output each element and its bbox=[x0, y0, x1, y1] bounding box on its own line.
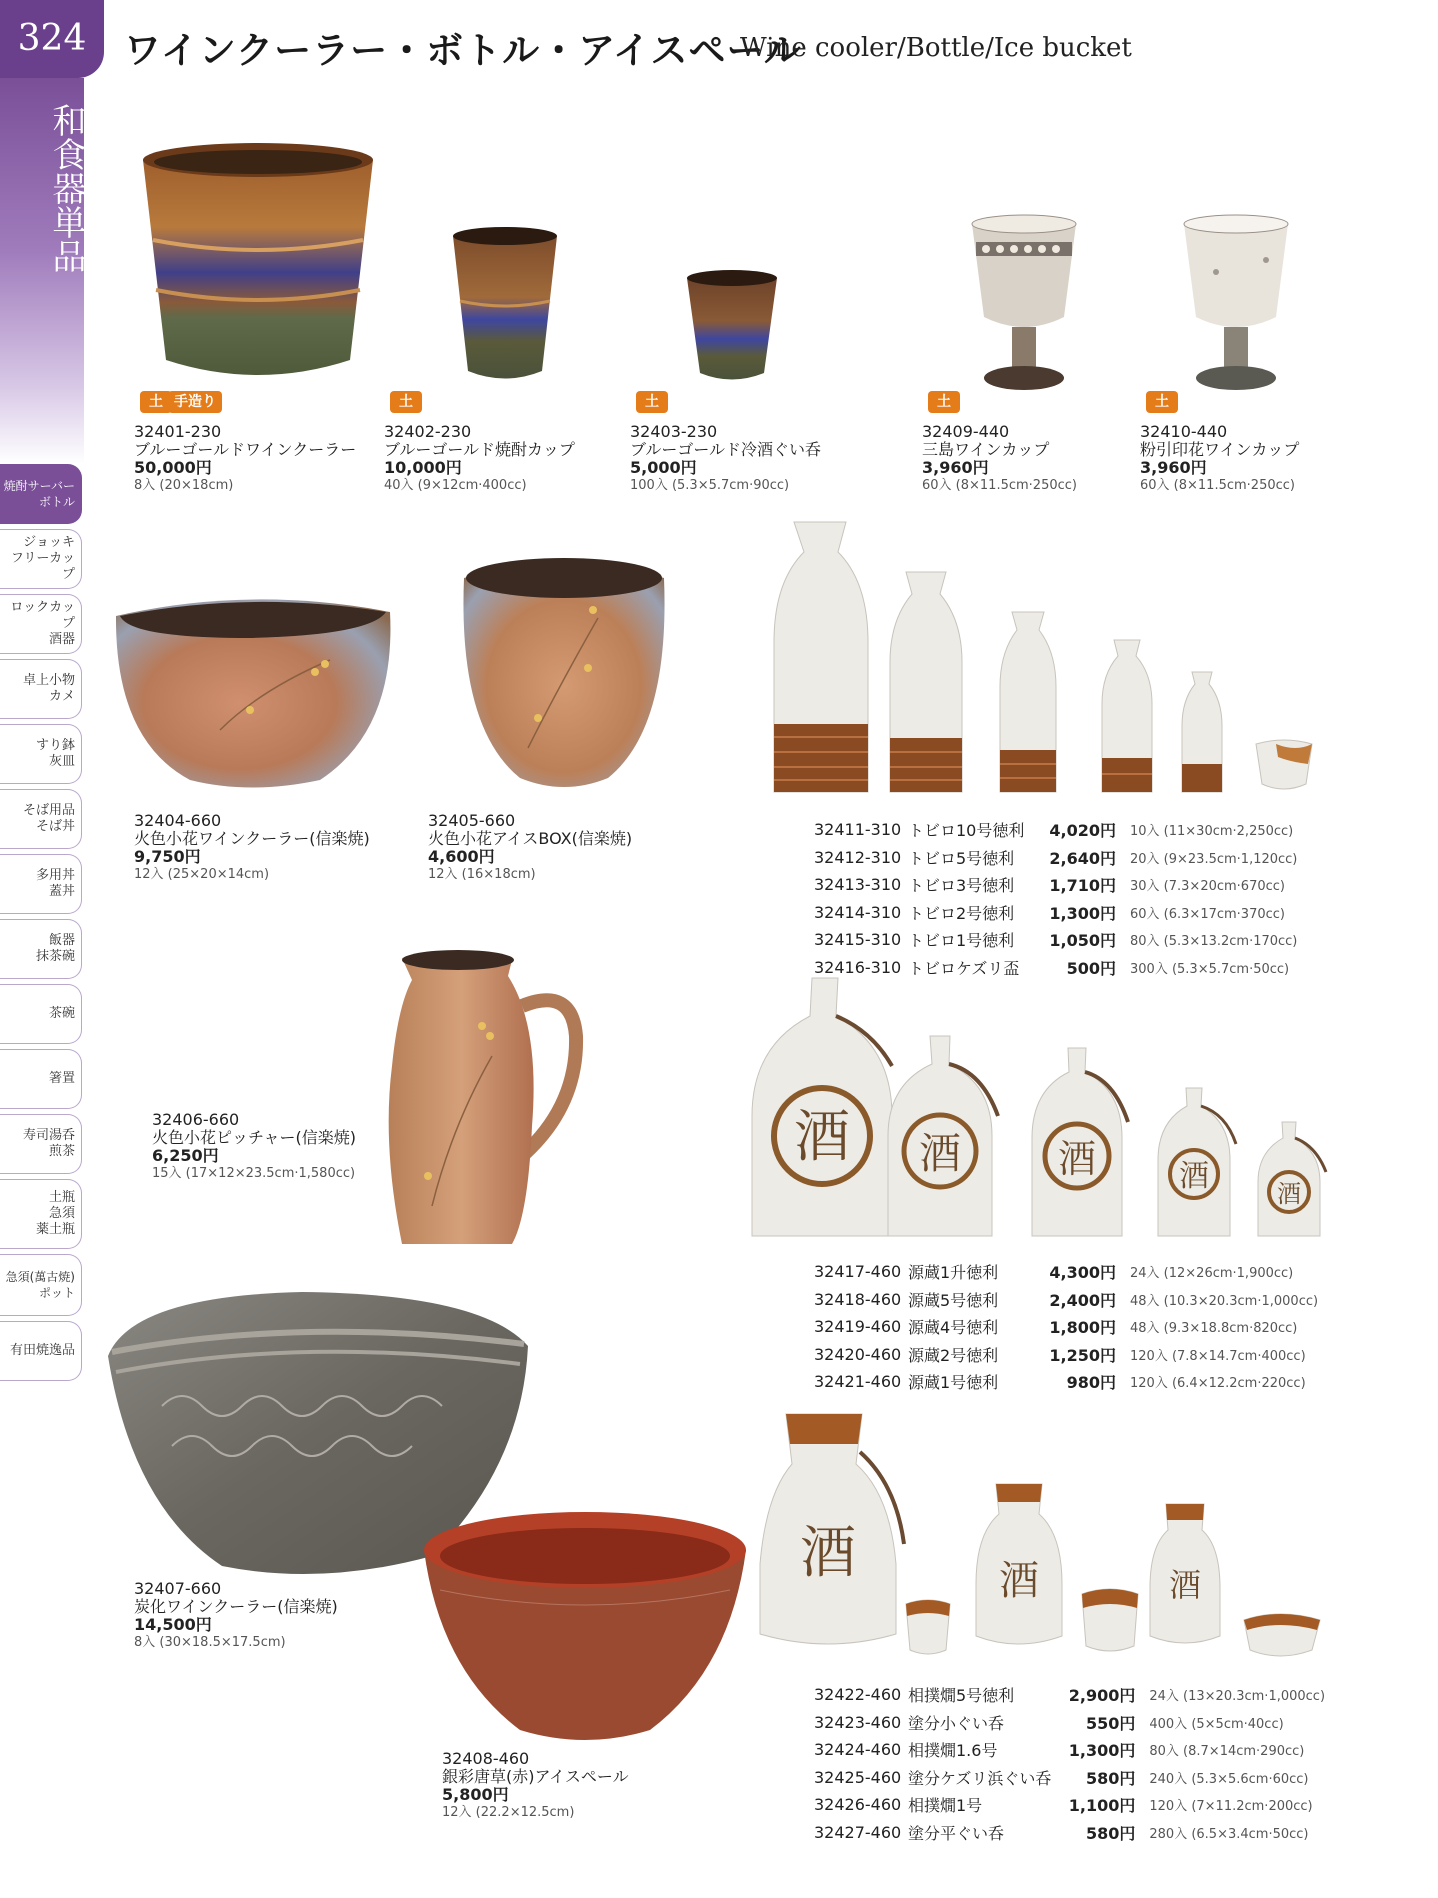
product-info bbox=[384, 423, 575, 495]
table-row bbox=[814, 1681, 1325, 1709]
product-name: 三島ワインカップ bbox=[922, 440, 1050, 459]
page-subtitle: Wine cooler/Bottle/Ice bucket bbox=[740, 33, 1132, 63]
sidebar-tab-kyusu[interactable] bbox=[0, 1254, 82, 1316]
guinomi-blue-gold-image bbox=[684, 268, 780, 388]
item-price: 2,640円 bbox=[1049, 848, 1116, 868]
tobiro-price-table bbox=[814, 816, 1297, 981]
earth-badge: 土 bbox=[636, 391, 668, 413]
item-name: トビロ5号徳利 bbox=[908, 848, 1015, 868]
item-name: トビロ10号徳利 bbox=[908, 821, 1025, 841]
sidebar-tab-label: 多用丼 蓋丼 bbox=[35, 868, 75, 899]
product-code: 32404-660 bbox=[134, 811, 222, 830]
product-name: ブルーゴールド焼酎カップ bbox=[384, 440, 575, 459]
product-name: 火色小花アイスBOX(信楽焼) bbox=[428, 829, 633, 848]
product-spec: 12入 (16×18cm) bbox=[428, 867, 536, 882]
item-code: 32412-310 bbox=[814, 847, 902, 867]
item-spec: 120入 (6.4×12.2cm·220cc) bbox=[1130, 1376, 1306, 1392]
sake-glyph: 酒 bbox=[1179, 1159, 1209, 1194]
item-spec: 80入 (5.3×13.2cm·170cc) bbox=[1130, 934, 1298, 950]
sidebar-tab-label: 焼酎サーバー ボトル bbox=[3, 479, 75, 509]
sidebar-tab-label: 飯器 抹茶碗 bbox=[35, 933, 75, 964]
item-price: 1,100円 bbox=[1068, 1796, 1136, 1816]
product-price: 14,500円 bbox=[134, 1615, 212, 1634]
product-price: 5,800円 bbox=[442, 1785, 509, 1804]
mishima-wine-cup-image bbox=[964, 212, 1084, 398]
item-code: 32414-310 bbox=[814, 902, 902, 922]
product-info bbox=[630, 423, 821, 495]
sidebar-tab-label: 有田焼逸品 bbox=[9, 1343, 75, 1358]
sidebar-tab-label: そば用品 そば丼 bbox=[22, 803, 75, 834]
tobiro-tokkuri-set-image bbox=[756, 512, 1316, 802]
table-row bbox=[814, 1313, 1318, 1341]
product-price: 3,960円 bbox=[922, 458, 989, 477]
genzo-price-table bbox=[814, 1258, 1318, 1396]
table-row bbox=[814, 1819, 1325, 1847]
item-name: 源蔵4号徳利 bbox=[908, 1318, 999, 1338]
item-name: 相撲燗1.6号 bbox=[908, 1741, 998, 1761]
product-name: 火色小花ピッチャー(信楽焼) bbox=[152, 1128, 357, 1147]
sake-glyph: 酒 bbox=[999, 1558, 1039, 1604]
item-spec: 24入 (12×26cm·1,900cc) bbox=[1130, 1266, 1294, 1282]
sidebar-tab-rock-cup[interactable] bbox=[0, 594, 82, 654]
sidebar-tab-table-items[interactable] bbox=[0, 659, 82, 719]
sidebar-tab-label: ロックカップ 酒器 bbox=[10, 600, 75, 647]
sidebar-tab-label: 茶碗 bbox=[48, 1006, 75, 1021]
wine-cooler-blue-gold-image bbox=[138, 140, 378, 390]
sumo-kan-price-table bbox=[814, 1681, 1325, 1846]
table-row bbox=[814, 1286, 1318, 1314]
earth-badge: 土 bbox=[928, 391, 960, 413]
item-code: 32411-310 bbox=[814, 820, 902, 840]
hiiro-wine-cooler-image bbox=[110, 580, 396, 792]
item-price: 580円 bbox=[1085, 1823, 1136, 1843]
product-spec: 100入 (5.3×5.7cm·90cc) bbox=[630, 478, 790, 493]
item-name: 塗分小ぐい呑 bbox=[908, 1713, 1005, 1733]
sidebar-tab-label: ジョッキ フリーカップ bbox=[10, 535, 75, 582]
product-spec: 60入 (8×11.5cm·250cc) bbox=[1140, 478, 1295, 493]
item-price: 580円 bbox=[1085, 1768, 1136, 1788]
item-spec: 120入 (7×11.2cm·200cc) bbox=[1149, 1799, 1313, 1815]
sidebar-tab-shochu-server[interactable] bbox=[0, 464, 82, 524]
item-spec: 240入 (5.3×5.6cm·60cc) bbox=[1149, 1771, 1309, 1787]
item-name: 源蔵5号徳利 bbox=[908, 1290, 999, 1310]
item-name: 源蔵1升徳利 bbox=[908, 1263, 999, 1283]
table-row bbox=[814, 1709, 1325, 1737]
item-price: 1,050円 bbox=[1049, 931, 1116, 951]
sake-glyph: 酒 bbox=[1168, 1566, 1202, 1604]
item-name: 源蔵2号徳利 bbox=[908, 1345, 999, 1365]
item-name: 塗分平ぐい呑 bbox=[908, 1823, 1005, 1843]
item-price: 980円 bbox=[1066, 1373, 1116, 1393]
item-spec: 48入 (9.3×18.8cm·820cc) bbox=[1130, 1321, 1298, 1337]
item-price: 2,900円 bbox=[1068, 1686, 1136, 1706]
sidebar-tab-chawan[interactable] bbox=[0, 984, 82, 1044]
product-code: 32402-230 bbox=[384, 422, 472, 441]
table-row bbox=[814, 1736, 1325, 1764]
item-name: トビロ3号徳利 bbox=[908, 876, 1015, 896]
item-code: 32413-310 bbox=[814, 875, 902, 895]
table-row bbox=[814, 926, 1297, 954]
item-code: 32416-310 bbox=[814, 957, 902, 977]
product-info bbox=[134, 423, 356, 495]
product-spec: 12入 (25×20×14cm) bbox=[134, 867, 270, 882]
item-code: 32422-460 bbox=[814, 1685, 902, 1705]
product-info bbox=[428, 812, 632, 884]
sidebar-tab-soba[interactable] bbox=[0, 789, 82, 849]
product-name: 銀彩唐草(赤)アイスペール bbox=[442, 1767, 629, 1786]
product-price: 5,000円 bbox=[630, 458, 697, 477]
sidebar-tab-yunomi[interactable] bbox=[0, 1114, 82, 1174]
sidebar-tab-label: 卓上小物 カメ bbox=[22, 673, 75, 704]
handmade-badge: 手造り bbox=[168, 391, 222, 413]
table-row bbox=[814, 871, 1297, 899]
sake-glyph: 酒 bbox=[1057, 1137, 1097, 1181]
item-price: 4,300円 bbox=[1049, 1263, 1116, 1283]
product-info bbox=[134, 812, 370, 884]
product-name: 粉引印花ワインカップ bbox=[1140, 440, 1300, 459]
item-spec: 48入 (10.3×20.3cm·1,000cc) bbox=[1130, 1293, 1319, 1309]
genzo-tokkuri-set-image bbox=[742, 976, 1334, 1246]
product-code: 32407-660 bbox=[134, 1579, 222, 1598]
item-code: 32427-460 bbox=[814, 1822, 902, 1842]
item-code: 32417-460 bbox=[814, 1262, 902, 1282]
item-code: 32423-460 bbox=[814, 1712, 902, 1732]
product-spec: 8入 (20×18cm) bbox=[134, 478, 234, 493]
item-spec: 60入 (6.3×17cm·370cc) bbox=[1130, 906, 1285, 922]
item-code: 32415-310 bbox=[814, 930, 902, 950]
item-name: トビロ2号徳利 bbox=[908, 903, 1015, 923]
sidebar-tab-rice[interactable] bbox=[0, 919, 82, 979]
product-spec: 60入 (8×11.5cm·250cc) bbox=[922, 478, 1077, 493]
table-row bbox=[814, 1791, 1325, 1819]
product-info bbox=[442, 1750, 629, 1822]
item-price: 4,020円 bbox=[1049, 821, 1116, 841]
product-price: 50,000円 bbox=[134, 458, 212, 477]
product-info bbox=[152, 1111, 356, 1183]
product-price: 6,250円 bbox=[152, 1146, 219, 1165]
shochu-cup-blue-gold-image bbox=[450, 226, 560, 386]
product-info bbox=[134, 1580, 338, 1652]
item-code: 32426-460 bbox=[814, 1795, 902, 1815]
item-spec: 300入 (5.3×5.7cm·50cc) bbox=[1130, 961, 1290, 977]
product-name: 火色小花ワインクーラー(信楽焼) bbox=[134, 829, 370, 848]
sidebar-tab-hashioki[interactable] bbox=[0, 1049, 82, 1109]
table-row bbox=[814, 1341, 1318, 1369]
item-spec: 30入 (7.3×20cm·670cc) bbox=[1130, 879, 1285, 895]
item-price: 1,250円 bbox=[1049, 1345, 1116, 1365]
item-name: トビロケズリ盃 bbox=[908, 958, 1020, 978]
earth-badge: 土 bbox=[140, 391, 172, 413]
sidebar-tab-bowls[interactable] bbox=[0, 854, 82, 914]
item-spec: 280入 (6.5×3.4cm·50cc) bbox=[1149, 1826, 1309, 1842]
table-row bbox=[814, 899, 1297, 927]
item-spec: 400入 (5×5cm·40cc) bbox=[1149, 1716, 1284, 1732]
product-info bbox=[1140, 423, 1299, 495]
sake-glyph: 酒 bbox=[918, 1129, 962, 1178]
item-name: 塗分ケズリ浜ぐい呑 bbox=[908, 1768, 1052, 1788]
item-code: 32419-460 bbox=[814, 1317, 902, 1337]
sumo-kan-set-image bbox=[756, 1404, 1328, 1668]
product-price: 4,600円 bbox=[428, 847, 495, 866]
product-code: 32409-440 bbox=[922, 422, 1010, 441]
hiiro-ice-box-image bbox=[458, 548, 670, 792]
product-name: ブルーゴールドワインクーラー bbox=[134, 440, 357, 459]
item-price: 1,300円 bbox=[1068, 1741, 1136, 1761]
sake-glyph: 酒 bbox=[800, 1521, 856, 1586]
product-code: 32410-440 bbox=[1140, 422, 1228, 441]
sidebar-tab-mortar[interactable] bbox=[0, 724, 82, 784]
earth-badge: 土 bbox=[1146, 391, 1178, 413]
item-price: 1,800円 bbox=[1049, 1318, 1116, 1338]
product-info bbox=[922, 423, 1077, 495]
product-code: 32403-230 bbox=[630, 422, 718, 441]
sidebar-tab-label: 寿司湯呑 煎茶 bbox=[22, 1128, 75, 1159]
item-spec: 120入 (7.8×14.7cm·400cc) bbox=[1130, 1348, 1306, 1364]
sidebar-tab-dobin[interactable] bbox=[0, 1179, 82, 1249]
item-code: 32425-460 bbox=[814, 1767, 902, 1787]
category-title: 和食器単品 bbox=[46, 103, 86, 273]
table-row bbox=[814, 1258, 1318, 1286]
table-row bbox=[814, 816, 1297, 844]
product-code: 32408-460 bbox=[442, 1749, 530, 1768]
hiiro-pitcher-image bbox=[372, 946, 584, 1248]
product-spec: 8入 (30×18.5×17.5cm) bbox=[134, 1635, 286, 1650]
sidebar-tab-label: すり鉢 灰皿 bbox=[35, 738, 75, 769]
item-name: 相撲燗5号徳利 bbox=[908, 1686, 1015, 1706]
page-title: ワインクーラー・ボトル・アイスペール bbox=[124, 28, 802, 72]
item-code: 32421-460 bbox=[814, 1372, 902, 1392]
item-code: 32424-460 bbox=[814, 1740, 902, 1760]
sidebar-tab-label: 箸置 bbox=[48, 1071, 75, 1086]
sidebar-tab-arita[interactable] bbox=[0, 1321, 82, 1381]
product-code: 32401-230 bbox=[134, 422, 222, 441]
page-number: 324 bbox=[0, 0, 104, 78]
sake-glyph: 酒 bbox=[1277, 1180, 1301, 1208]
table-row bbox=[814, 844, 1297, 872]
item-code: 32420-460 bbox=[814, 1344, 902, 1364]
sidebar-tab-jug[interactable] bbox=[0, 529, 82, 589]
item-price: 2,400円 bbox=[1049, 1290, 1116, 1310]
item-spec: 10入 (11×30cm·2,250cc) bbox=[1130, 824, 1294, 840]
product-spec: 15入 (17×12×23.5cm·1,580cc) bbox=[152, 1166, 356, 1181]
item-price: 1,710円 bbox=[1049, 876, 1116, 896]
earth-badge: 土 bbox=[390, 391, 422, 413]
item-code: 32418-460 bbox=[814, 1289, 902, 1309]
item-spec: 20入 (9×23.5cm·1,120cc) bbox=[1130, 851, 1298, 867]
item-price: 500円 bbox=[1066, 958, 1116, 978]
item-name: 源蔵1号徳利 bbox=[908, 1373, 999, 1393]
ginsai-ice-pail-image bbox=[420, 1510, 750, 1748]
sidebar-tab-label: 土瓶 急須 薬土瓶 bbox=[35, 1190, 75, 1237]
table-row bbox=[814, 1764, 1325, 1792]
product-spec: 40入 (9×12cm·400cc) bbox=[384, 478, 527, 493]
item-price: 550円 bbox=[1085, 1713, 1136, 1733]
item-spec: 24入 (13×20.3cm·1,000cc) bbox=[1149, 1689, 1326, 1705]
item-name: 相撲燗1号 bbox=[908, 1796, 983, 1816]
item-price: 1,300円 bbox=[1049, 903, 1116, 923]
item-spec: 80入 (8.7×14cm·290cc) bbox=[1149, 1744, 1305, 1760]
product-code: 32406-660 bbox=[152, 1110, 240, 1129]
kohiki-wine-cup-image bbox=[1176, 212, 1296, 398]
table-row bbox=[814, 1368, 1318, 1396]
product-name: ブルーゴールド冷酒ぐい呑 bbox=[630, 440, 822, 459]
item-name: トビロ1号徳利 bbox=[908, 931, 1015, 951]
product-spec: 12入 (22.2×12.5cm) bbox=[442, 1805, 575, 1820]
sidebar-tab-label: 急須(萬古焼) ポット bbox=[5, 1270, 75, 1300]
product-name: 炭化ワインクーラー(信楽焼) bbox=[134, 1597, 338, 1616]
product-price: 9,750円 bbox=[134, 847, 201, 866]
product-price: 10,000円 bbox=[384, 458, 462, 477]
sake-glyph: 酒 bbox=[794, 1105, 850, 1170]
product-price: 3,960円 bbox=[1140, 458, 1207, 477]
product-code: 32405-660 bbox=[428, 811, 516, 830]
